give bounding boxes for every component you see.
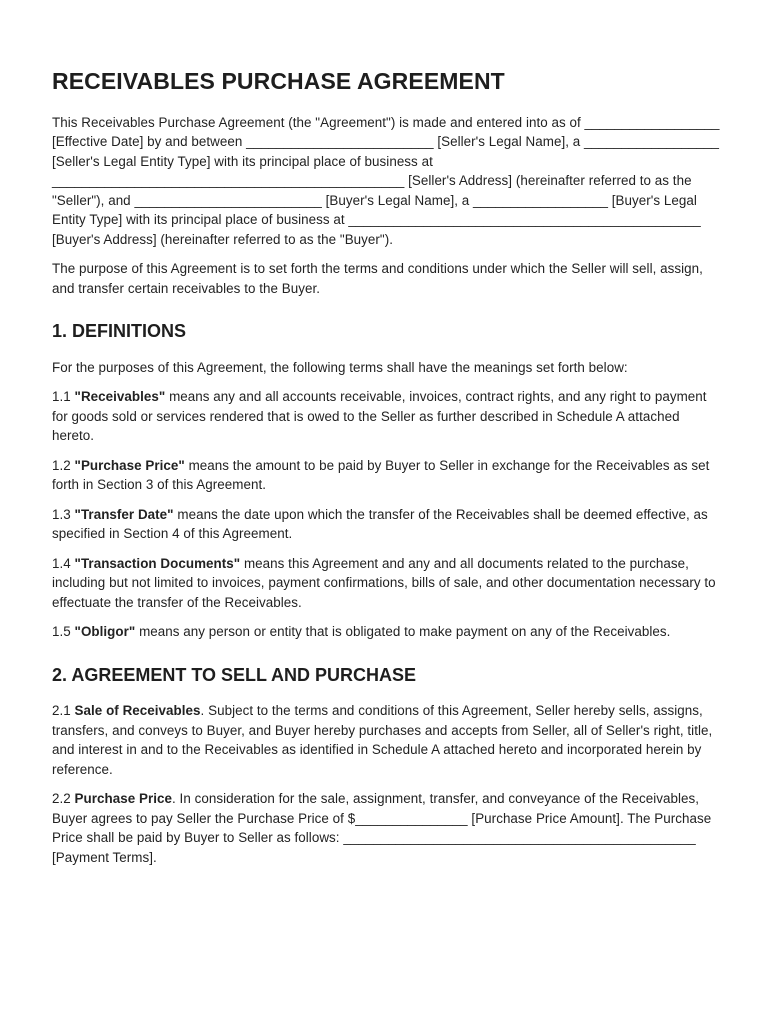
- clause-number: 2.2: [52, 791, 75, 807]
- clause-text: . Subject to the terms and conditions of this Agreement, Seller hereby sells, assigns, transfers, and conveys to Buyer, and Buyer hereby purchases and accepts from Seller, all of Seller's right, title, and interest in and to the Receivables as identified in Schedule A attached hereto and incorporated herein by reference.: [52, 703, 713, 777]
- definition-item: [52, 554, 722, 613]
- clause-text: means the amount to be paid by Buyer to Seller in exchange for the Receivables as set forth in Section 3 of this Agreement.: [52, 457, 710, 493]
- document-page: [52, 68, 722, 877]
- clause-title: Sale of Receivables: [74, 703, 201, 719]
- purpose-paragraph: The purpose of this Agreement is to set forth the terms and conditions under which the Seller will sell, assign, and transfer certain receivables to the Buyer.: [52, 261, 703, 296]
- definition-item: [52, 622, 722, 642]
- agreement-clause: [52, 789, 722, 867]
- defined-term: "Receivables": [74, 389, 166, 405]
- clause-number: 1.2: [52, 457, 75, 473]
- defined-term: "Obligor": [74, 624, 136, 640]
- clause-number: 1.3: [52, 506, 75, 522]
- agreement-clause: [52, 701, 722, 779]
- clause-number: 2.1: [52, 703, 75, 719]
- clause-text: means any person or entity that is obligated to make payment on any of the Receivables.: [135, 624, 671, 640]
- defined-term: "Transaction Documents": [74, 555, 241, 571]
- clause-text: means this Agreement and any and all documents related to the purchase, including but not limited to invoices, payment confirmations, bills of sale, and other documentation necessary to effectuate the transfer of the Receivables.: [52, 555, 716, 610]
- clause-text: means any and all accounts receivable, invoices, contract rights, and any right to payment for goods sold or services rendered that is owed to the Seller as further described in Schedule A attached hereto.: [52, 389, 707, 444]
- defined-term: "Purchase Price": [74, 457, 185, 473]
- definition-item: [52, 387, 722, 446]
- clause-number: 1.4: [52, 555, 75, 571]
- definitions-intro: For the purposes of this Agreement, the following terms shall have the meanings set forth below:: [52, 359, 628, 375]
- clause-number: 1.1: [52, 389, 75, 405]
- clause-text: . In consideration for the sale, assignment, transfer, and conveyance of the Receivables, Buyer agrees to pay Seller the Purchase Price of $_______________ [Purchase Price Amount]. The Purchase Price shall be paid by Buyer to Seller as follows: _______________________________________________ [Payment Terms].: [52, 791, 712, 865]
- intro-paragraph: This Receivables Purchase Agreement (the "Agreement") is made and entered into as of __________________ [Effective Date] by and between _________________________ [Seller's Legal Name], a __________________ [Seller's Legal Entity Type] with its principal place of business at _______________________________________________ [Seller's Address] (hereinafter referred to as the "Seller"), and _________________________ [Buyer's Legal Name], a __________________ [Buyer's Legal Entity Type] with its principal place of business at _______________________________________________ [Buyer's Address] (hereinafter referred to as the "Buyer").: [52, 114, 720, 247]
- definition-item: [52, 456, 722, 495]
- section-heading-definitions: 1. DEFINITIONS: [52, 321, 187, 342]
- document-title: RECEIVABLES PURCHASE AGREEMENT: [52, 68, 505, 94]
- clause-number: 1.5: [52, 624, 75, 640]
- definition-item: [52, 505, 722, 544]
- clause-text: means the date upon which the transfer of the Receivables shall be deemed effective, as specified in Section 4 of this Agreement.: [52, 506, 708, 542]
- defined-term: "Transfer Date": [74, 506, 174, 522]
- clause-title: Purchase Price: [74, 791, 173, 807]
- section-heading-agreement: 2. AGREEMENT TO SELL AND PURCHASE: [52, 664, 417, 685]
